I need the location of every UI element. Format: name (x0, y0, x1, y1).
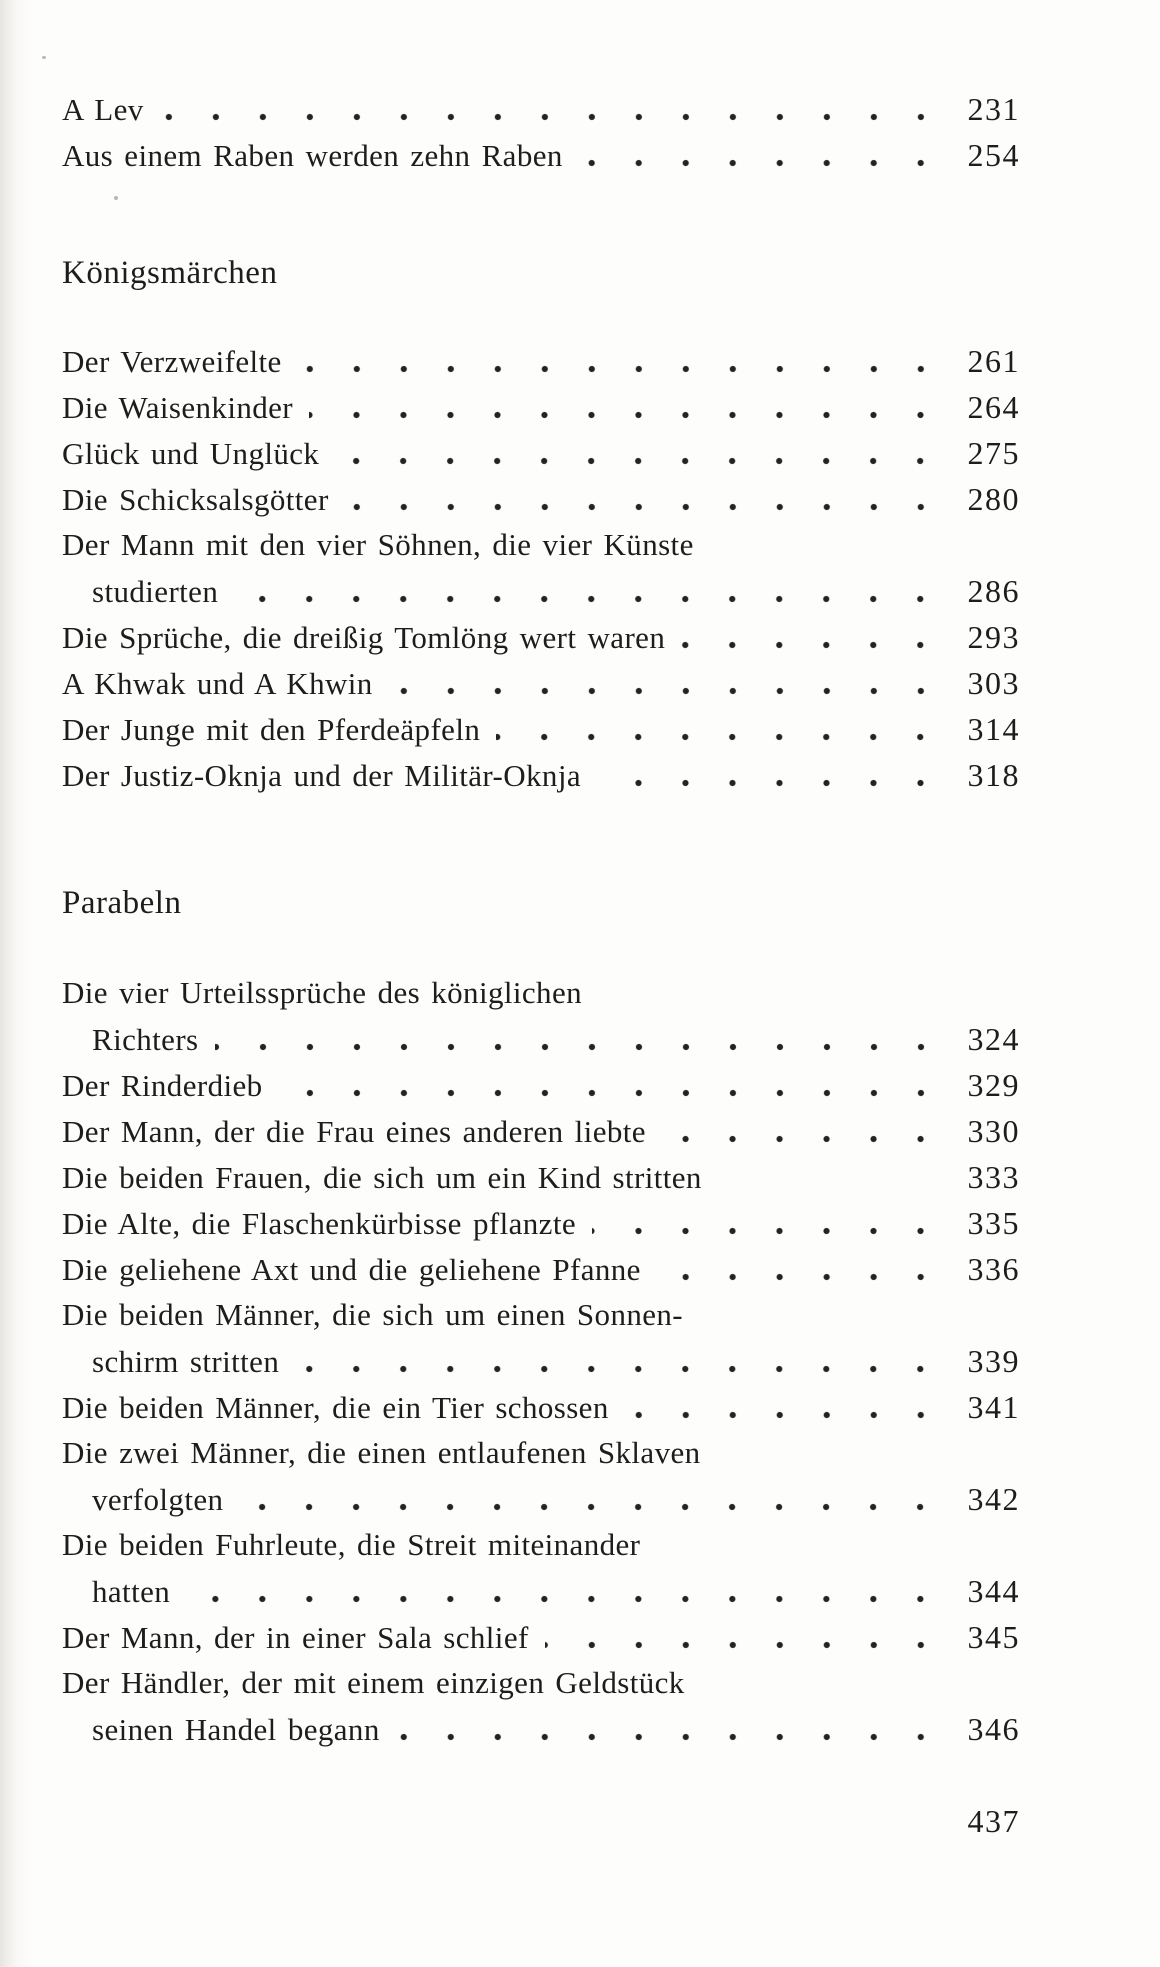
toc-entry-title: Der Junge mit den Pferdeäpfeln (62, 712, 481, 747)
toc-entry-line (62, 1384, 1020, 1430)
page-number: 280 (967, 481, 1020, 517)
page-number: 324 (967, 1021, 1020, 1057)
dot-leader (295, 1338, 948, 1384)
toc-entry-line (62, 1108, 1020, 1154)
toc-entry-line (62, 1660, 1020, 1706)
dot-leader (579, 132, 948, 178)
dot-leader (234, 568, 948, 614)
dot-leader (396, 1706, 948, 1752)
dot-leader (345, 476, 948, 522)
toc-entry-line (62, 1292, 1020, 1338)
toc-entry-line (62, 614, 1020, 660)
toc-entry-title: Der Rinderdieb (62, 1068, 263, 1103)
scan-speckle (42, 56, 46, 59)
toc-entry-title: Die beiden Männer, die ein Tier schossen (62, 1390, 609, 1425)
dot-leader (718, 1154, 948, 1200)
toc-entry-title: Die Sprüche, die dreißig Tomlöng wert waren (62, 620, 666, 655)
toc-entry-title: Der Händler, der mit einem einzigen Geldstück (62, 1665, 685, 1700)
toc-entry-line (62, 338, 1020, 384)
toc-entry-title: Der Justiz-Oknja und der Militär-Oknja (62, 758, 582, 793)
dot-leader (298, 338, 948, 384)
dot-leader (215, 1016, 948, 1062)
toc-entry-line (62, 1522, 1020, 1568)
toc-entry-title: verfolgten (92, 1482, 224, 1517)
toc-entry-line (62, 752, 1020, 798)
toc-entry-title: Richters (92, 1022, 199, 1057)
toc-entry-line (62, 476, 1020, 522)
toc-entry-title: Aus einem Raben werden zehn Raben (62, 138, 563, 173)
toc (62, 86, 1020, 1752)
dot-leader (335, 430, 948, 476)
toc-entry-title: Die beiden Frauen, die sich um ein Kind stritten (62, 1160, 702, 1195)
page-number: 264 (967, 389, 1020, 425)
page-number: 275 (967, 435, 1020, 471)
toc-entry-title: Die vier Urteilssprüche des königlichen (62, 975, 583, 1010)
toc-entry-title: Glück und Unglück (62, 436, 320, 471)
dot-leader (592, 1200, 948, 1246)
page-number: 341 (967, 1389, 1020, 1425)
toc-entry-title: A Khwak und A Khwin (62, 666, 373, 701)
toc-entry-line (62, 1246, 1020, 1292)
page-number: 342 (967, 1481, 1020, 1517)
scan-edge-shadow (0, 0, 34, 1967)
toc-section-heading: Parabeln (62, 885, 182, 921)
toc-entry-title: Der Mann, der die Frau eines anderen liebte (62, 1114, 646, 1149)
toc-entry-title: Die zwei Männer, die einen entlaufenen Sklaven (62, 1435, 701, 1470)
dot-leader (279, 1062, 948, 1108)
dot-leader (545, 1614, 948, 1660)
dot-leader (496, 706, 948, 752)
page-number: 344 (967, 1573, 1020, 1609)
toc-entry-title: Die beiden Fuhrleute, die Streit miteinander (62, 1527, 641, 1562)
toc-entry-line (62, 1614, 1020, 1660)
toc-entry-line (62, 132, 1020, 178)
toc-entry-title: Der Verzweifelte (62, 344, 282, 379)
toc-section-heading: Königsmärchen (62, 255, 278, 291)
dot-leader (160, 86, 948, 132)
page-number: 318 (967, 757, 1020, 793)
toc-entry-line (62, 1016, 1020, 1062)
toc-entry-line (62, 970, 1020, 1016)
toc-entry-line (62, 430, 1020, 476)
toc-entry-line (62, 660, 1020, 706)
toc-entry-line (62, 384, 1020, 430)
page-number: 336 (967, 1251, 1020, 1287)
toc-entry-line (62, 522, 1020, 568)
page-number: 339 (967, 1343, 1020, 1379)
table-of-contents-page (62, 86, 1020, 1844)
page-number: 330 (967, 1113, 1020, 1149)
page-number: 346 (967, 1711, 1020, 1747)
page-number: 314 (967, 711, 1020, 747)
page-number: 261 (967, 343, 1020, 379)
toc-entry-title: Die Schicksalsgötter (62, 482, 329, 517)
dot-leader (309, 384, 948, 430)
page-number: 303 (967, 665, 1020, 701)
toc-entry-line (62, 1476, 1020, 1522)
dot-leader (625, 1384, 948, 1430)
toc-entry-line (62, 1200, 1020, 1246)
page-number: 329 (967, 1067, 1020, 1103)
page-number: 293 (967, 619, 1020, 655)
toc-entry-line (62, 1154, 1020, 1200)
dot-leader (657, 1246, 948, 1292)
toc-entry-line (62, 1706, 1020, 1752)
toc-entry-title: Die Waisenkinder (62, 390, 294, 425)
toc-entry-title: Der Mann, der in einer Sala schlief (62, 1620, 529, 1655)
toc-entry-line (62, 86, 1020, 132)
toc-entry-title: studierten (92, 574, 219, 609)
page-number: 335 (967, 1205, 1020, 1241)
page-number: 254 (967, 137, 1020, 173)
toc-entry-line (62, 706, 1020, 752)
toc-entry-line (62, 1430, 1020, 1476)
dot-leader (681, 614, 948, 660)
dot-leader (186, 1568, 948, 1614)
toc-entry-title: Der Mann mit den vier Söhnen, die vier Künste (62, 527, 694, 562)
page-number: 286 (967, 573, 1020, 609)
toc-entry-title: Die beiden Männer, die sich um einen Sonnen- (62, 1297, 684, 1332)
toc-entry-title: A Lev (62, 92, 144, 127)
page-number: 231 (967, 91, 1020, 127)
dot-leader (239, 1476, 948, 1522)
toc-entry-title: schirm stritten (92, 1344, 280, 1379)
toc-entry-title: hatten (92, 1574, 171, 1609)
toc-entry-title: Die geliehene Axt und die geliehene Pfanne (62, 1252, 641, 1287)
toc-entry-line (62, 568, 1020, 614)
folio-number: 437 (967, 1803, 1020, 1839)
dot-leader (597, 752, 948, 798)
toc-entry-line (62, 1338, 1020, 1384)
toc-entry-title: Die Alte, die Flaschenkürbisse pflanzte (62, 1206, 576, 1241)
toc-entry-title: seinen Handel begann (92, 1712, 380, 1747)
dot-leader (389, 660, 948, 706)
toc-entry-line (62, 1062, 1020, 1108)
dot-leader (662, 1108, 948, 1154)
page-number: 345 (967, 1619, 1020, 1655)
toc-entry-line (62, 1568, 1020, 1614)
page-number: 333 (967, 1159, 1020, 1195)
